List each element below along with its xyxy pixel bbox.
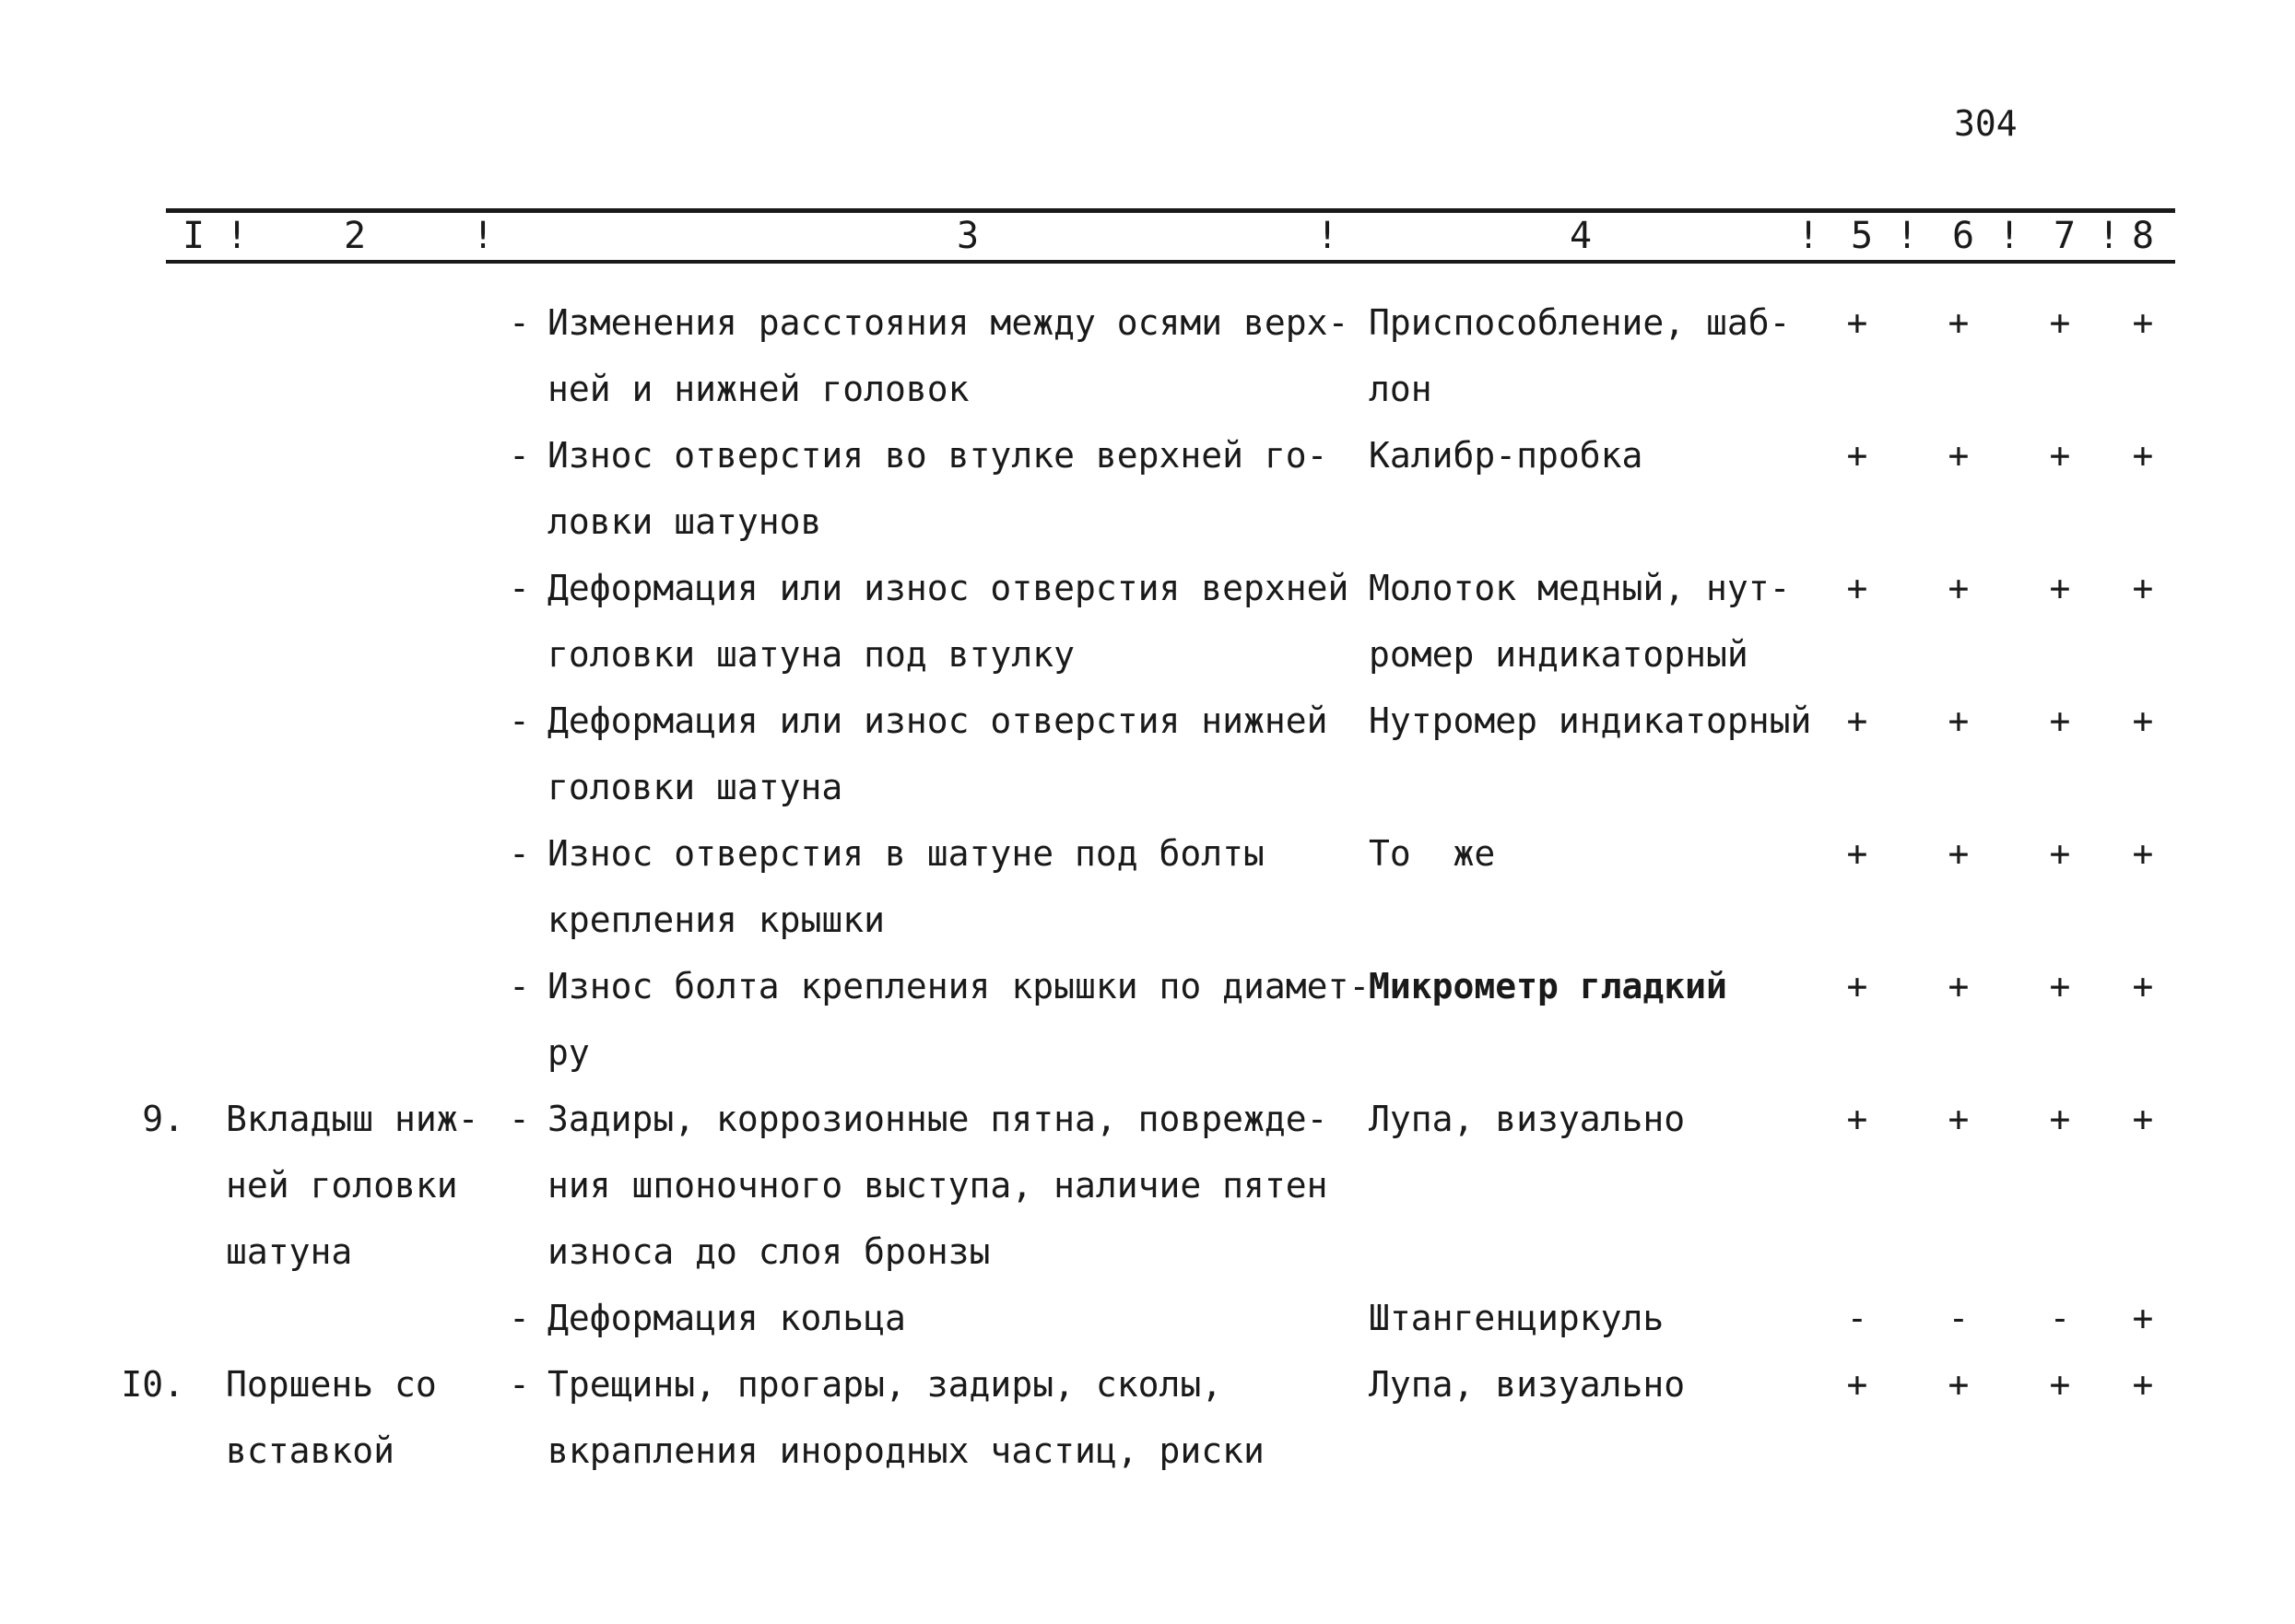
mark-col8: +	[2132, 833, 2154, 874]
part-name: Вкладыш ниж-	[226, 1099, 479, 1139]
tool-text: То же	[1369, 833, 1496, 874]
mark-col6: +	[1948, 1364, 1970, 1405]
defect-text: вкрапления инородных частиц, риски	[547, 1430, 1265, 1471]
mark-col6: +	[1948, 302, 1970, 343]
table-header	[0, 214, 2295, 258]
mark-col7: +	[2049, 966, 2071, 1006]
header-sep: !	[1896, 215, 1919, 257]
mark-col7: +	[2049, 833, 2071, 874]
part-name: ней головки	[226, 1165, 458, 1206]
mark-col8: +	[2132, 700, 2154, 741]
mark-col5: +	[1846, 568, 1868, 608]
mark-col7: +	[2049, 1099, 2071, 1139]
mark-col6: +	[1948, 700, 1970, 741]
defect-text: ру	[547, 1032, 590, 1073]
tool-text: Калибр-пробка	[1369, 435, 1643, 476]
header-col4: 4	[1569, 215, 1593, 257]
defect-text: Деформация или износ отверстия нижней	[547, 700, 1328, 741]
defect-text: крепления крышки	[547, 900, 886, 940]
dash-marker: -	[509, 1298, 530, 1338]
part-name: вставкой	[226, 1430, 395, 1471]
header-col5: 5	[1850, 215, 1874, 257]
table-top-rule	[166, 208, 2175, 213]
dash-marker: -	[509, 833, 530, 874]
header-sep: !	[1797, 215, 1820, 257]
dash-marker: -	[509, 1364, 530, 1405]
defect-text: износа до слоя бронзы	[547, 1231, 991, 1272]
header-col3: 3	[956, 215, 980, 257]
mark-col8: +	[2132, 435, 2154, 476]
header-sep: !	[1998, 215, 2021, 257]
tool-text: ромер индикаторный	[1369, 634, 1748, 675]
mark-col8: +	[2132, 1364, 2154, 1405]
mark-col7: +	[2049, 568, 2071, 608]
header-sep: !	[472, 215, 495, 257]
defect-text: ловки шатунов	[547, 501, 822, 542]
defect-text: Изменения расстояния между осями верх-	[547, 302, 1349, 343]
item-number: I0.	[121, 1364, 184, 1405]
tool-text: Штангенциркуль	[1369, 1298, 1665, 1338]
header-col2: 2	[343, 215, 367, 257]
defect-text: головки шатуна под втулку	[547, 634, 1075, 675]
mark-col7: +	[2049, 700, 2071, 741]
table-header-rule	[166, 260, 2175, 264]
tool-text: Нутромер индикаторный	[1369, 700, 1812, 741]
header-col8: 8	[2131, 215, 2155, 257]
mark-col8: +	[2132, 568, 2154, 608]
mark-col8: +	[2132, 966, 2154, 1006]
mark-col6: +	[1948, 568, 1970, 608]
mark-col5: +	[1846, 302, 1868, 343]
mark-col5: +	[1846, 700, 1868, 741]
defect-text: головки шатуна	[547, 767, 843, 807]
mark-col5: +	[1846, 435, 1868, 476]
mark-col6: -	[1948, 1298, 1970, 1338]
tool-text: лон	[1369, 369, 1432, 409]
mark-col5: -	[1846, 1298, 1868, 1338]
tool-text: Микрометр гладкий	[1369, 966, 1727, 1006]
tool-text: Приспособление, шаб-	[1369, 302, 1791, 343]
dash-marker: -	[509, 700, 530, 741]
defect-text: Задиры, коррозионные пятна, поврежде-	[547, 1099, 1328, 1139]
defect-text: Трещины, прогары, задиры, сколы,	[547, 1364, 1223, 1405]
mark-col7: +	[2049, 435, 2071, 476]
tool-text: Лупа, визуально	[1369, 1099, 1686, 1139]
part-name: шатуна	[226, 1231, 353, 1272]
tool-text: Лупа, визуально	[1369, 1364, 1686, 1405]
mark-col8: +	[2132, 1099, 2154, 1139]
mark-col8: +	[2132, 302, 2154, 343]
mark-col5: +	[1846, 1364, 1868, 1405]
defect-text: Деформация или износ отверстия верхней	[547, 568, 1349, 608]
mark-col8: +	[2132, 1298, 2154, 1338]
mark-col6: +	[1948, 1099, 1970, 1139]
mark-col7: +	[2049, 1364, 2071, 1405]
item-number: 9.	[142, 1099, 184, 1139]
mark-col6: +	[1948, 435, 1970, 476]
header-col1: I	[182, 215, 206, 257]
header-sep: !	[2098, 215, 2121, 257]
defect-text: Износ болта крепления крышки по диамет-	[547, 966, 1371, 1006]
mark-col6: +	[1948, 966, 1970, 1006]
mark-col5: +	[1846, 966, 1868, 1006]
header-sep: !	[226, 215, 249, 257]
dash-marker: -	[509, 966, 530, 1006]
dash-marker: -	[509, 435, 530, 476]
defect-text: Износ отверстия во втулке верхней го-	[547, 435, 1328, 476]
dash-marker: -	[509, 568, 530, 608]
defect-text: Деформация кольца	[547, 1298, 906, 1338]
header-col6: 6	[1951, 215, 1975, 257]
mark-col5: +	[1846, 1099, 1868, 1139]
part-name: Поршень со	[226, 1364, 437, 1405]
tool-text: Молоток медный, нут-	[1369, 568, 1791, 608]
defect-text: Износ отверстия в шатуне под болты	[547, 833, 1265, 874]
header-sep: !	[1316, 215, 1339, 257]
defect-text: ния шпоночного выступа, наличие пятен	[547, 1165, 1328, 1206]
header-col7: 7	[2053, 215, 2077, 257]
dash-marker: -	[509, 302, 530, 343]
mark-col7: -	[2049, 1298, 2071, 1338]
page-number: 304	[1954, 103, 2018, 144]
dash-marker: -	[509, 1099, 530, 1139]
mark-col7: +	[2049, 302, 2071, 343]
mark-col6: +	[1948, 833, 1970, 874]
defect-text: ней и нижней головок	[547, 369, 970, 409]
mark-col5: +	[1846, 833, 1868, 874]
